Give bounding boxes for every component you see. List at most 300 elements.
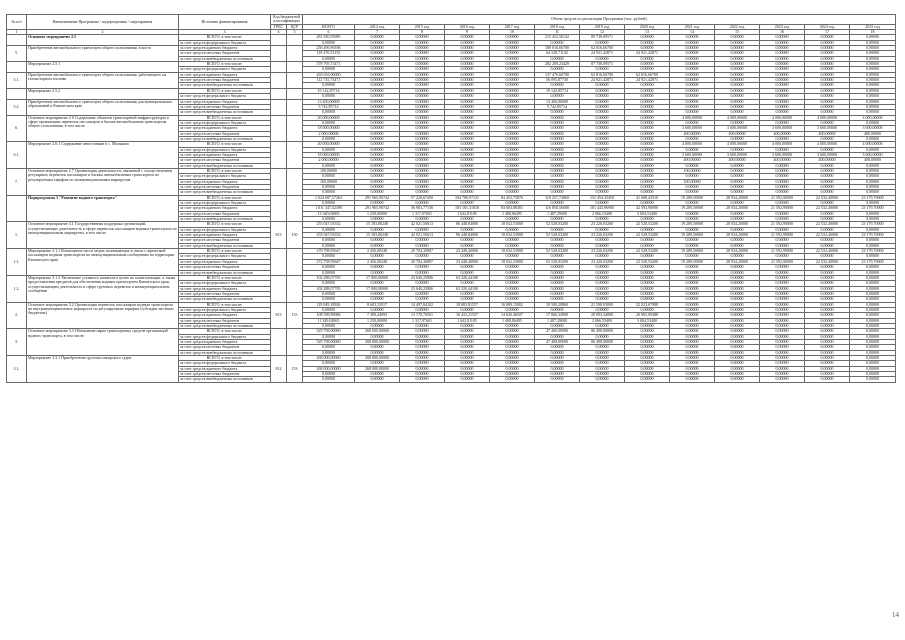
- amount-year: 0,00000: [400, 366, 445, 371]
- funding-source: за счет средств внебюджетных источников: [179, 136, 271, 141]
- header-source: Источник финансирования: [179, 15, 271, 30]
- amount-year: 0,00000: [715, 366, 760, 371]
- amount-year: 0,00000: [445, 126, 490, 131]
- page-number: 14: [892, 611, 899, 619]
- amount-year: 0,00000: [850, 302, 896, 307]
- amount-year: 1 642,81185: [445, 318, 490, 323]
- amount-year: 0,00000: [625, 243, 670, 248]
- amount-total: 13 340,04865: [303, 211, 355, 216]
- amount-year: 0,00000: [355, 131, 400, 136]
- amount-year: 0,00000: [355, 238, 400, 243]
- tsr-code: 150: [287, 222, 303, 249]
- row-number: 6.: [7, 115, 27, 142]
- amount-year: 14 497,84102: [400, 302, 445, 307]
- amount-total: 0,00000: [303, 227, 355, 232]
- amount-total: 378 795,73471: [303, 62, 355, 67]
- amount-year: 0,00000: [535, 291, 580, 296]
- amount-year: 1 317,07601: [400, 211, 445, 216]
- amount-total: 11 349,04865: [303, 318, 355, 323]
- amount-year: 52 528,03200: [535, 259, 580, 264]
- amount-year: 0,00000: [580, 307, 625, 312]
- amount-year: 0,00000: [445, 120, 490, 125]
- funding-source: за счет средств местных бюджетов: [179, 265, 271, 270]
- amount-year: 16 433,21557: [445, 313, 490, 318]
- amount-year: 0,00000: [580, 163, 625, 168]
- amount-year: 20 093,34000: [580, 313, 625, 318]
- measure-name: Приобретение автомобильного транспорта общего пользования для муниципальных образований в Камчатском крае: [27, 99, 179, 115]
- header-year: 2022 год: [715, 24, 760, 29]
- amount-year: 0,00000: [715, 110, 760, 115]
- header-year: 2024 год: [805, 24, 850, 29]
- amount-year: 0,00000: [400, 110, 445, 115]
- amount-year: 0,00000: [490, 115, 535, 120]
- amount-year: 0,00000: [760, 291, 805, 296]
- amount-year: 0,00000: [355, 56, 400, 61]
- amount-year: 0,00000: [400, 179, 445, 184]
- amount-year: 0,00000: [400, 78, 445, 83]
- funding-source: ВСЕГО, в том числе:: [179, 195, 271, 200]
- amount-year: 0,00000: [625, 265, 670, 270]
- amount-year: 0,00000: [400, 40, 445, 45]
- amount-year: 0,00000: [580, 115, 625, 120]
- funding-source: ВСЕГО, в том числе:: [179, 302, 271, 307]
- amount-year: 5 742,85714: [535, 104, 580, 109]
- funding-source: за счет средств местных бюджетов: [179, 104, 271, 109]
- amount-year: 0,00000: [580, 174, 625, 179]
- amount-year: 0,00000: [445, 158, 490, 163]
- amount-total: 0,00000: [303, 163, 355, 168]
- amount-year: 0,00000: [805, 307, 850, 312]
- measure-name: Подпрограмма 3 "Развитие водного транспорта": [27, 195, 179, 222]
- amount-total: 268 000,00000: [303, 356, 355, 361]
- amount-year: 62 816,66700: [625, 72, 670, 77]
- amount-year: 47 400,00000: [535, 339, 580, 344]
- amount-year: 0,00000: [760, 120, 805, 125]
- amount-year: 0,00000: [580, 227, 625, 232]
- amount-year: 0,00000: [850, 104, 896, 109]
- amount-year: 0,00000: [850, 147, 896, 152]
- amount-year: 84 452,75876: [490, 195, 535, 200]
- amount-year: 0,00000: [715, 350, 760, 355]
- amount-year: 0,00000: [715, 163, 760, 168]
- amount-year: 0,00000: [805, 270, 850, 275]
- amount-year: 0,00000: [715, 62, 760, 67]
- amount-year: 0,00000: [400, 297, 445, 302]
- amount-year: 87 738,09571: [580, 62, 625, 67]
- amount-year: 21 592,90000: [760, 206, 805, 211]
- amount-year: 0,00000: [490, 88, 535, 93]
- amount-year: 0,00000: [625, 201, 670, 206]
- amount-year: 0,00000: [670, 78, 715, 83]
- amount-year: 0,00000: [760, 302, 805, 307]
- amount-year: 0,00000: [400, 67, 445, 72]
- amount-year: 0,00000: [535, 190, 580, 195]
- amount-year: 0,00000: [670, 377, 715, 382]
- amount-year: 0,00000: [400, 131, 445, 136]
- amount-year: 0,00000: [715, 94, 760, 99]
- amount-year: 0,00000: [535, 168, 580, 173]
- amount-year: 0,00000: [625, 291, 670, 296]
- amount-year: 0,00000: [625, 350, 670, 355]
- amount-year: 3 004,53400: [625, 318, 670, 323]
- amount-year: 0,00000: [580, 265, 625, 270]
- amount-year: 0,00000: [445, 72, 490, 77]
- funding-source: за счет средств внебюджетных источников: [179, 217, 271, 222]
- amount-year: 0,00000: [715, 270, 760, 275]
- header-column-number: 5: [287, 30, 303, 35]
- grbs-code: 813: [271, 222, 287, 249]
- amount-year: 0,00000: [850, 329, 896, 334]
- amount-year: 0,00000: [850, 56, 896, 61]
- amount-year: 400,00000: [760, 158, 805, 163]
- amount-year: 0,00000: [580, 88, 625, 93]
- amount-year: 0,00000: [625, 35, 670, 40]
- amount-year: 0,00000: [535, 83, 580, 88]
- amount-year: 0,00000: [670, 366, 715, 371]
- amount-year: 0,00000: [490, 40, 535, 45]
- amount-year: 19 289,50000: [670, 249, 715, 254]
- amount-year: 4 000,00000: [850, 115, 896, 120]
- row-number: 2.: [7, 302, 27, 329]
- amount-year: 57 220,67450: [400, 195, 445, 200]
- header-name: Наименование Программы / подпрограммы / мероприятия: [27, 15, 179, 30]
- amount-year: 0,00000: [805, 110, 850, 115]
- funding-source: ВСЕГО, в том числе:: [179, 62, 271, 67]
- amount-total: 0,00000: [303, 243, 355, 248]
- tsr-code: [287, 35, 303, 46]
- amount-year: 0,00000: [400, 94, 445, 99]
- amount-year: 0,00000: [670, 238, 715, 243]
- amount-year: 0,00000: [850, 227, 896, 232]
- amount-total: 529 798,00000: [303, 339, 355, 344]
- amount-year: 0,00000: [670, 174, 715, 179]
- amount-year: 0,00000: [445, 185, 490, 190]
- tsr-code: [287, 249, 303, 276]
- amount-year: 103 181,31818: [445, 206, 490, 211]
- amount-year: 22 528,53200: [625, 249, 670, 254]
- amount-year: 0,00000: [580, 158, 625, 163]
- amount-year: 0,00000: [445, 35, 490, 40]
- amount-year: 0,00000: [400, 72, 445, 77]
- amount-year: 0,00000: [445, 152, 490, 157]
- amount-year: 23 179,70000: [850, 233, 896, 238]
- amount-year: 1 487,29000: [535, 318, 580, 323]
- header-total: ВСЕГО: [303, 24, 355, 29]
- amount-year: 2 066,53400: [580, 318, 625, 323]
- funding-source: за счет средств внебюджетных источников: [179, 270, 271, 275]
- amount-year: 20 704,30807: [400, 249, 445, 254]
- amount-year: 0,00000: [715, 238, 760, 243]
- amount-year: 0,00000: [850, 238, 896, 243]
- funding-source: ВСЕГО, в том числе:: [179, 168, 271, 173]
- amount-total: 281 920,05985: [303, 35, 355, 40]
- amount-year: 22 528,53200: [625, 222, 670, 227]
- amount-year: 4 000,00000: [760, 142, 805, 147]
- amount-year: 0,00000: [535, 94, 580, 99]
- amount-year: 0,00000: [535, 345, 580, 350]
- amount-total: 0,00000: [303, 361, 355, 366]
- amount-year: 0,00000: [715, 275, 760, 280]
- amount-year: 22 023,67988: [625, 302, 670, 307]
- amount-year: 0,00000: [805, 291, 850, 296]
- amount-total: 0,00000: [303, 110, 355, 115]
- amount-year: 23 448,40000: [445, 259, 490, 264]
- amount-year: 0,00000: [805, 78, 850, 83]
- amount-year: 23 179,70000: [850, 222, 896, 227]
- amount-year: 0,00000: [580, 152, 625, 157]
- funding-source: за счет средств местных бюджетов: [179, 211, 271, 216]
- amount-year: 0,00000: [670, 40, 715, 45]
- amount-year: 22 532,40000: [805, 259, 850, 264]
- amount-year: 0,00000: [355, 147, 400, 152]
- amount-year: 0,00000: [715, 243, 760, 248]
- amount-year: 0,00000: [670, 120, 715, 125]
- amount-year: 8 603,52917: [355, 302, 400, 307]
- amount-year: 0,00000: [400, 126, 445, 131]
- amount-year: 0,00000: [400, 83, 445, 88]
- amount-total: 1 011 347,52398: [303, 206, 355, 211]
- tsr-code: [287, 115, 303, 142]
- amount-total: 265 033,00000: [303, 72, 355, 77]
- amount-year: 3 600,00000: [715, 152, 760, 157]
- amount-total: 0,00000: [303, 94, 355, 99]
- amount-year: 0,00000: [670, 350, 715, 355]
- amount-year: 0,00000: [490, 179, 535, 184]
- amount-year: 0,00000: [805, 51, 850, 56]
- measure-name: Основное мероприятие 2.7 Организация деятельности, связанной с осуществлением регулярных перевозок пассажиров и багажа автомобильным транспортом по регулируемым тарифам по межмуниципальным маршрутам: [27, 168, 179, 195]
- amount-total: 0,00000: [303, 254, 355, 259]
- grbs-code: [271, 329, 287, 356]
- amount-year: 0,00000: [355, 78, 400, 83]
- funding-source: за счет средств краевого бюджета: [179, 126, 271, 131]
- amount-year: 0,00000: [490, 201, 535, 206]
- amount-year: 0,00000: [625, 120, 670, 125]
- amount-year: 0,00000: [805, 168, 850, 173]
- amount-year: 0,00000: [355, 67, 400, 72]
- amount-year: 0,00000: [400, 51, 445, 56]
- amount-year: 0,00000: [490, 190, 535, 195]
- amount-year: 0,00000: [400, 339, 445, 344]
- funding-source: за счет средств местных бюджетов: [179, 158, 271, 163]
- measure-name: Основное мероприятие 2.6 Содержание объектов транспортной инфраструктуры в сфере организации перевозок пассажиров и багажа автомобильным транспортом общего пользования, в том числе:: [27, 115, 179, 142]
- amount-year: 0,00000: [355, 120, 400, 125]
- amount-year: 0,00000: [400, 254, 445, 259]
- amount-year: 0,00000: [715, 174, 760, 179]
- funding-source: за счет средств федерального бюджета: [179, 201, 271, 206]
- amount-year: 0,00000: [355, 372, 400, 377]
- amount-year: 0,00000: [850, 366, 896, 371]
- amount-year: 0,00000: [805, 323, 850, 328]
- amount-year: 0,00000: [850, 88, 896, 93]
- amount-year: 0,00000: [850, 62, 896, 67]
- amount-year: 0,00000: [850, 211, 896, 216]
- funding-source: ВСЕГО, в том числе:: [179, 275, 271, 280]
- amount-year: 0,00000: [445, 329, 490, 334]
- amount-year: 0,00000: [535, 40, 580, 45]
- amount-year: 0,00000: [715, 120, 760, 125]
- grbs-code: [271, 35, 287, 46]
- amount-year: 0,00000: [445, 136, 490, 141]
- amount-year: 0,00000: [355, 35, 400, 40]
- amount-year: 0,00000: [625, 297, 670, 302]
- amount-year: 0,00000: [580, 99, 625, 104]
- amount-year: 0,00000: [670, 372, 715, 377]
- amount-year: 0,00000: [535, 142, 580, 147]
- amount-year: 0,00000: [805, 185, 850, 190]
- amount-year: 0,00000: [715, 83, 760, 88]
- amount-year: 0,00000: [355, 270, 400, 275]
- amount-year: 0,00000: [760, 243, 805, 248]
- amount-year: 0,00000: [760, 40, 805, 45]
- amount-year: 0,00000: [490, 131, 535, 136]
- amount-total: 19 142,85714: [303, 88, 355, 93]
- amount-year: 0,00000: [580, 254, 625, 259]
- funding-source: за счет средств краевого бюджета: [179, 313, 271, 318]
- amount-year: 0,00000: [760, 67, 805, 72]
- funding-source: за счет средств внебюджетных источников: [179, 350, 271, 355]
- amount-year: 0,00000: [490, 361, 535, 366]
- amount-year: 0,00000: [445, 291, 490, 296]
- amount-year: 0,00000: [625, 131, 670, 136]
- amount-year: 19 289,50000: [670, 222, 715, 227]
- header-column-number: 3: [179, 30, 271, 35]
- amount-year: 0,00000: [400, 201, 445, 206]
- amount-year: 0,00000: [535, 185, 580, 190]
- amount-year: 0,00000: [715, 168, 760, 173]
- header-no: № п/п: [7, 15, 27, 30]
- amount-year: 0,00000: [445, 179, 490, 184]
- amount-year: 0,00000: [400, 163, 445, 168]
- amount-year: 400,00000: [850, 131, 896, 136]
- amount-year: 0,00000: [580, 201, 625, 206]
- funding-source: за счет средств краевого бюджета: [179, 99, 271, 104]
- amount-total: 0,00000: [303, 297, 355, 302]
- amount-year: 0,00000: [490, 120, 535, 125]
- amount-year: 0,00000: [400, 158, 445, 163]
- amount-year: 56 903,77136: [400, 206, 445, 211]
- amount-year: 0,00000: [580, 190, 625, 195]
- row-number: [7, 195, 27, 222]
- amount-year: 0,00000: [760, 136, 805, 141]
- amount-year: 0,00000: [445, 227, 490, 232]
- amount-year: 0,00000: [535, 377, 580, 382]
- grbs-code: [271, 88, 287, 99]
- amount-year: 0,00000: [355, 115, 400, 120]
- funding-source: за счет средств краевого бюджета: [179, 233, 271, 238]
- amount-year: 0,00000: [760, 104, 805, 109]
- amount-year: 0,00000: [715, 254, 760, 259]
- amount-year: 0,00000: [760, 323, 805, 328]
- amount-year: 20 704,30807: [400, 259, 445, 264]
- header-column-number: 2: [27, 30, 179, 35]
- row-number: 3.1.: [7, 356, 27, 383]
- amount-year: 0,00000: [715, 136, 760, 141]
- amount-year: 0,00000: [400, 46, 445, 51]
- amount-year: 0,00000: [490, 72, 535, 77]
- amount-year: 0,00000: [445, 99, 490, 104]
- amount-year: 116 850,56008: [535, 206, 580, 211]
- funding-source: за счет средств местных бюджетов: [179, 51, 271, 56]
- amount-year: 28 934,20000: [715, 249, 760, 254]
- amount-year: 0,00000: [490, 174, 535, 179]
- amount-year: 0,00000: [625, 168, 670, 173]
- amount-year: 0,00000: [715, 211, 760, 216]
- amount-year: 0,00000: [625, 62, 670, 67]
- funding-source: за счет средств федерального бюджета: [179, 227, 271, 232]
- amount-year: 0,00000: [490, 265, 535, 270]
- amount-year: 0,00000: [490, 254, 535, 259]
- tsr-code: [287, 62, 303, 73]
- grbs-code: [271, 46, 287, 62]
- row-number: [7, 88, 27, 99]
- amount-year: 0,00000: [805, 56, 850, 61]
- header-column-number: 12: [580, 30, 625, 35]
- amount-year: 4 000,00000: [670, 142, 715, 147]
- amount-year: 0,00000: [580, 110, 625, 115]
- amount-year: 0,00000: [715, 265, 760, 270]
- amount-year: 0,00000: [355, 323, 400, 328]
- amount-year: 0,00000: [805, 201, 850, 206]
- amount-year: 22 532,40000: [805, 222, 850, 227]
- amount-year: 0,00000: [805, 361, 850, 366]
- amount-year: 0,00000: [760, 147, 805, 152]
- amount-year: 0,00000: [355, 152, 400, 157]
- amount-year: 0,00000: [535, 297, 580, 302]
- amount-year: 0,00000: [580, 361, 625, 366]
- amount-year: 0,00000: [400, 281, 445, 286]
- amount-year: 0,00000: [535, 56, 580, 61]
- amount-year: 3 600,00000: [670, 152, 715, 157]
- amount-total: 0,00000: [303, 56, 355, 61]
- amount-year: 22 528,53200: [625, 259, 670, 264]
- amount-year: 4 000,00000: [805, 142, 850, 147]
- amount-year: 0,00000: [850, 318, 896, 323]
- amount-year: 0,00000: [805, 281, 850, 286]
- amount-year: 0,00000: [400, 307, 445, 312]
- amount-year: 22 532,40000: [805, 206, 850, 211]
- amount-year: 0,00000: [715, 281, 760, 286]
- amount-year: 0,00000: [535, 217, 580, 222]
- amount-year: 0,00000: [355, 291, 400, 296]
- amount-year: 0,00000: [760, 88, 805, 93]
- amount-year: 0,00000: [355, 163, 400, 168]
- funding-source: ВСЕГО, в том числе:: [179, 88, 271, 93]
- amount-year: 23 179,70000: [850, 259, 896, 264]
- amount-year: 3 600,00000: [850, 152, 896, 157]
- amount-year: 1 642,81185: [445, 211, 490, 216]
- funding-source: за счет средств федерального бюджета: [179, 147, 271, 152]
- amount-year: 0,00000: [850, 136, 896, 141]
- amount-year: 0,00000: [670, 94, 715, 99]
- amount-year: 0,00000: [805, 275, 850, 280]
- amount-year: 0,00000: [580, 356, 625, 361]
- amount-year: 0,00000: [760, 51, 805, 56]
- amount-year: 0,00000: [490, 281, 535, 286]
- amount-year: 24 921,42871: [625, 51, 670, 56]
- amount-year: 0,00000: [850, 339, 896, 344]
- amount-year: 0,00000: [490, 323, 535, 328]
- amount-year: 4 000,00000: [760, 115, 805, 120]
- amount-year: 0,00000: [760, 254, 805, 259]
- funding-source: ВСЕГО, в том числе:: [179, 35, 271, 40]
- amount-year: 0,00000: [850, 46, 896, 51]
- amount-year: 0,00000: [490, 35, 535, 40]
- amount-total: 20 000,00000: [303, 142, 355, 147]
- amount-year: 0,00000: [625, 147, 670, 152]
- amount-year: 0,00000: [535, 179, 580, 184]
- amount-year: 0,00000: [355, 83, 400, 88]
- amount-year: 0,00000: [400, 185, 445, 190]
